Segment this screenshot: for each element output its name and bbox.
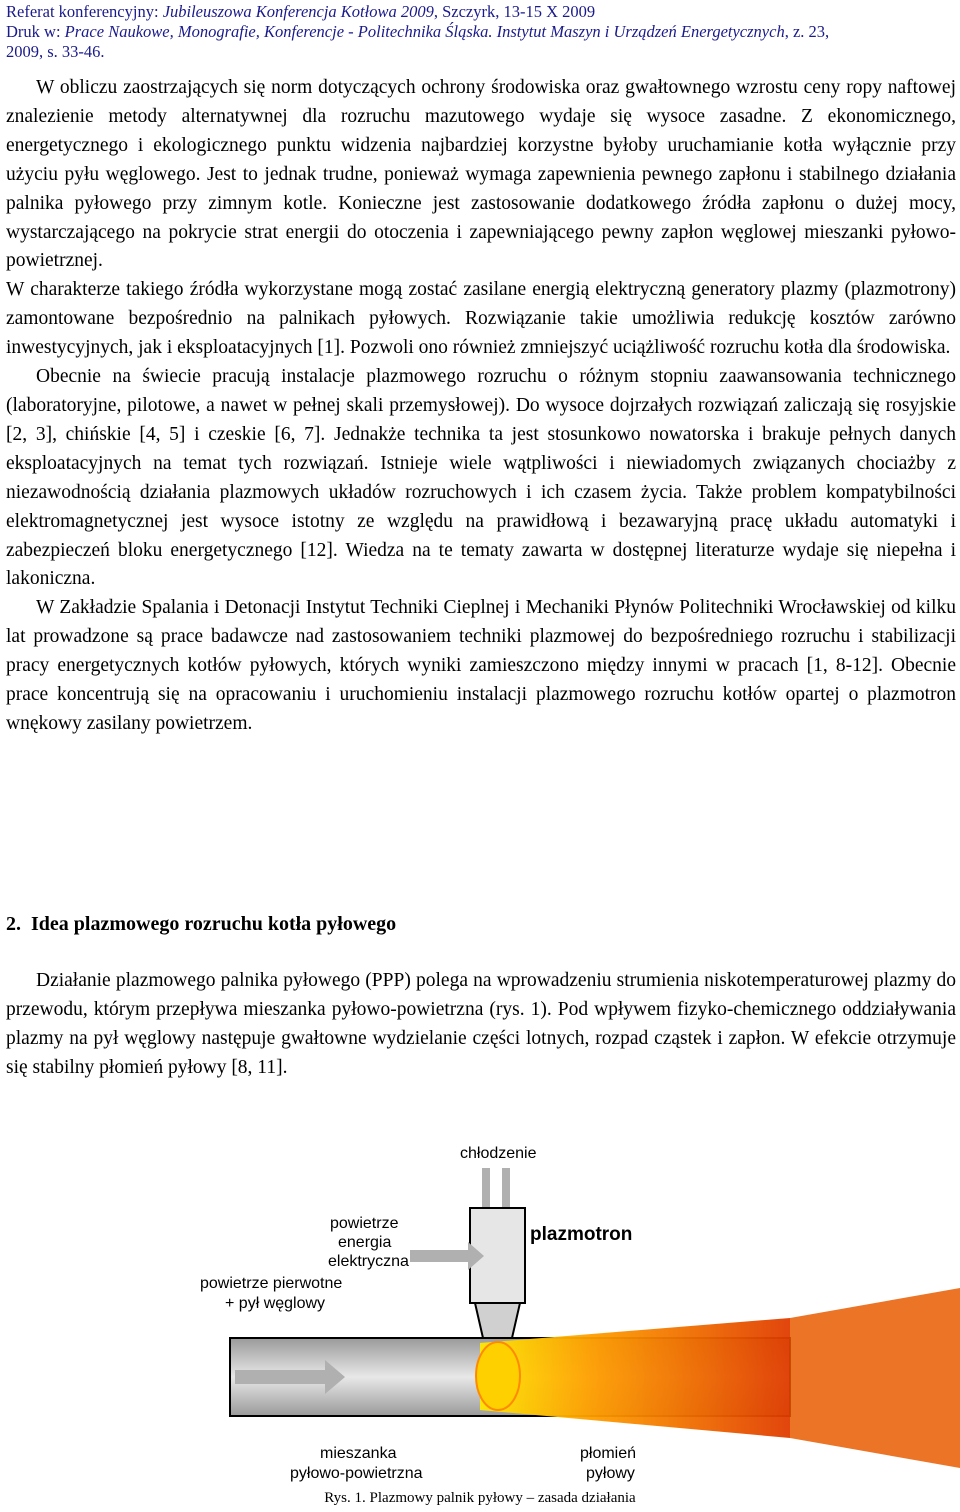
section-heading <box>6 913 396 936</box>
label-mixture-1: mieszanka <box>320 1445 397 1462</box>
section-number: 2. <box>6 913 21 935</box>
paragraph-2: W charakterze takiego źródła wykorzystane mogą zostać zasilane energią elektryczną generatory plazmy (plazmotrony) zamontowane bezpośrednio na palnikach pyłowych. Rozwiązanie takie umożliwia redukcję kosztów zarówno inwestycyjnych, jak i eksploatacyjnych [1]. Pozwoli ono również zmniejszyć uciążliwość rozruchu kotła dla środowiska. <box>6 279 956 359</box>
intro-text <box>6 74 956 739</box>
citation-line-2: Druk w: Prace Naukowe, Monografie, Konferencje - Politechnika Śląska. Instytut Maszyn i Urządzeń Energetycznych, z. 23, <box>6 22 830 41</box>
section-paragraph: Działanie plazmowego palnika pyłowego (PPP) polega na wprowadzeniu strumienia niskotemperaturowej plazmy do przewodu, którym przepływa mieszanka pyłowo-powietrzna (rys. 1). Pod wpływem fizyko-chemicznego oddziaływania plazmy na pył węglowy następuje gwałtowne wydzielanie części lotnych, rozpad cząstek i zapłon. W efekcie otrzymuje się stabilny płomień pyłowy [8, 11]. <box>6 970 956 1078</box>
flame-outer <box>480 1318 790 1438</box>
section-title: Idea plazmowego rozruchu kotła pyłowego <box>31 913 397 935</box>
citation-line-3: 2009, s. 33-46. <box>6 42 105 61</box>
plasmatron-nozzle <box>475 1303 520 1338</box>
flame-core <box>476 1342 520 1410</box>
label-power-2: energia <box>338 1234 392 1251</box>
primary-air-arrow <box>235 1370 325 1384</box>
cooling-arrow-down <box>482 1168 490 1208</box>
label-primary-air: powietrze pierwotne <box>200 1275 343 1292</box>
paragraph-1: W obliczu zaostrzających się norm dotyczących ochrony środowiska oraz gwałtownego wzrostu ceny ropy naftowej znalezienie metody alternatywnej dla rozruchu mazutowego wydaje się wysoce zasadne. Z ekonomicznego, energetycznego i ekologicznego punktu widzenia najbardziej korzystne byłoby uruchamianie kotła wyłącznie przy użyciu pyłu węglowego. Jest to jednak trudne, ponieważ wymaga zapewnienia pewnego zapłonu i stabilnego działania palnika pyłowego przy zimnym kotle. Konieczne jest zastosowanie dodatkowego źródła zapłonu o dużej mocy, wystarczającego na pokrycie strat energii do otoczenia i zapewniającego pewny zapłon węglowej mieszanki pyłowo-powietrznej. <box>6 77 956 272</box>
paragraph-4: W Zakładzie Spalania i Detonacji Instytut Techniki Cieplnej i Mechaniki Płynów Politechniki Wrocławskiej od kilku lat prowadzone są prace badawcze nad zastosowaniem techniki plazmowej do bezpośredniego rozruchu i stabilizacji pracy energetycznych kotłów pyłowych, których wyniki zamieszczono między innymi w pracach [1, 8-12]. Obecnie prace koncentrują się na opracowaniu i uruchomieniu instalacji plazmowego rozruchu kotłów opartej o plazmotron wnękowy zasilany powietrzem. <box>6 597 956 734</box>
burner-diagram <box>200 1138 960 1493</box>
label-primary-coal: + pył węglowy <box>225 1295 326 1312</box>
citation-line-1: Referat konferencyjny: Jubileuszowa Konferencja Kotłowa 2009, Szczyrk, 13-15 X 2009 <box>6 2 596 21</box>
label-flame-1: płomień <box>580 1445 637 1462</box>
figure-caption: Rys. 1. Plazmowy palnik pyłowy – zasada działania <box>324 1490 636 1506</box>
paragraph-3: Obecnie na świecie pracują instalacje plazmowego rozruchu o różnym stopniu zaawansowania technicznego (laboratoryjne, pilotowe, a nawet w pełnej skali przemysłowej). Do wysoce dojrzałych rozwiązań zaliczają się rosyjskie [2, 3], chińskie [4, 5] i czeskie [6, 7]. Jednakże technika ta jest stosunkowo nowatorska i brakuje pełnych danych eksploatacyjnych na temat tych rozwiązań. Istnieje wiele wątpliwości i niewiadomych związanych chociażby z niezawodnością działania plazmowych układów rozruchowych i ich czasem życia. Także problem kompatybilności elektromagnetycznej jest wysoce istotny ze względu na prawidłową i bezawaryjną pracę układu automatyki i zabezpieczeń bloku energetycznego [12]. Wiedza na te tematy zawarta w dostępnej literaturze wydaje się niepełna i lakoniczna. <box>6 366 956 590</box>
label-power-3: elektryczna <box>328 1253 409 1270</box>
label-plasmatron: plazmotron <box>530 1224 633 1245</box>
flame-extension <box>790 1288 960 1468</box>
label-cooling: chłodzenie <box>460 1145 537 1162</box>
citation-header <box>6 2 954 62</box>
power-arrow <box>410 1250 468 1262</box>
label-mixture-2: pyłowo-powietrzna <box>290 1465 423 1482</box>
cooling-arrow-up <box>502 1168 510 1208</box>
label-flame-2: pyłowy <box>586 1465 635 1482</box>
label-power-1: powietrze <box>330 1215 399 1232</box>
figure-plasma-burner <box>200 1138 960 1493</box>
